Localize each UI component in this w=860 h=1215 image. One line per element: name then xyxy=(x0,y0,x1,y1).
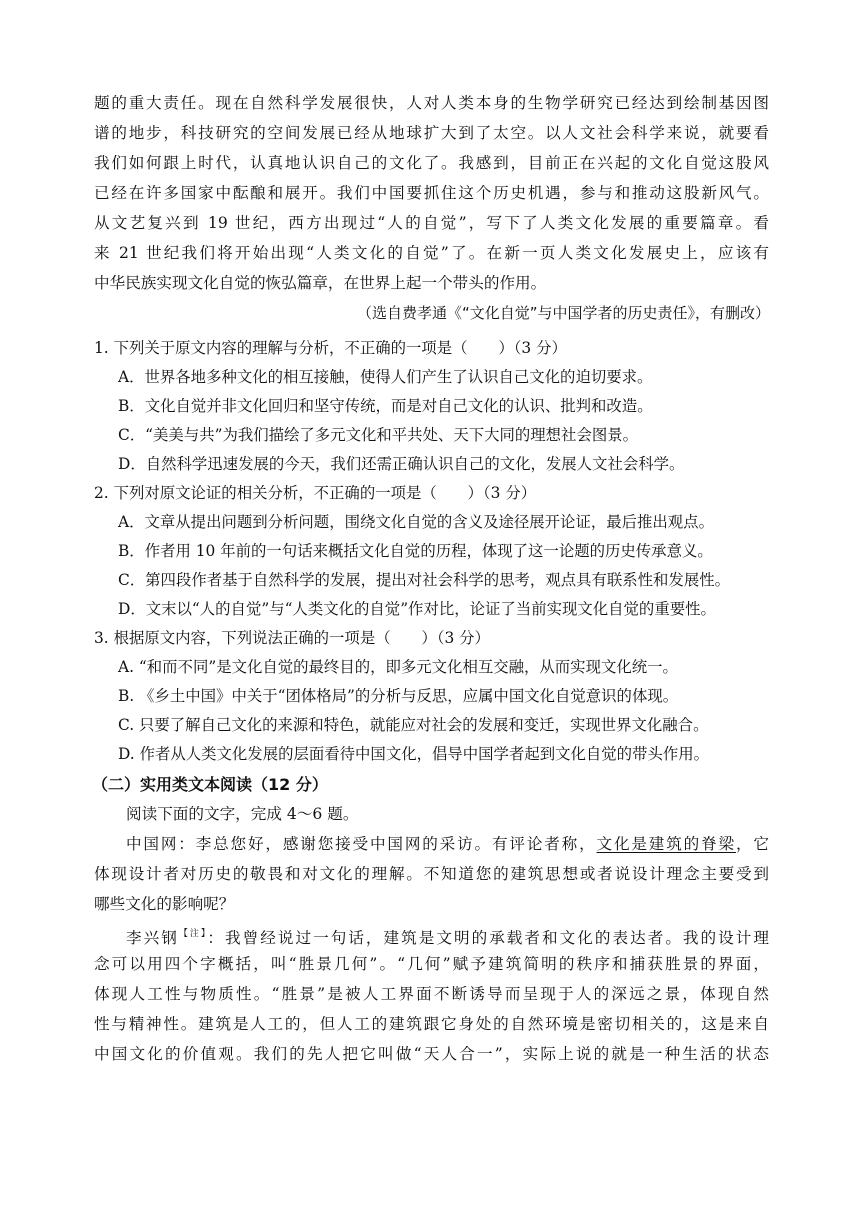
passage-line: 中华民族实现文化自觉的恢弘篇章，在世界上起一个带头的作用。 xyxy=(94,274,547,292)
question-2-stem: 2. 下列对原文论证的相关分析，不正确的一项是（ ）（3 分） xyxy=(94,484,537,502)
answer-line: 念可以用四个字概括，叫“胜景几何”。“几何”赋予建筑简明的秩序和捕获胜景的界面， xyxy=(94,955,769,973)
question-3-option-b: B. 《乡土中国》中关于“团体格局”的分析与反思，应属中国文化自觉意识的体现。 xyxy=(118,687,679,705)
question-1-option-a: A．世界各地多种文化的相互接触，使得人们产生了认识自己文化的迫切要求。 xyxy=(118,368,653,386)
passage-line: 我们如何跟上时代，认真地认识自己的文化了。我感到，目前正在兴起的文化自觉这股风 xyxy=(94,154,769,172)
question-1-option-b: B．文化自觉并非文化回归和坚守传统，而是对自己文化的认识、批判和改造。 xyxy=(118,397,653,415)
source-note: （选自费孝通《“文化自觉”与中国学者的历史责任》，有删改） xyxy=(356,304,770,322)
question-3-option-c: C. 只要了解自己文化的来源和特色，就能应对社会的发展和变迁，实现世界文化融合。 xyxy=(118,716,709,734)
underlined-phrase: 文化是建筑的脊梁 xyxy=(596,835,736,853)
question-2-option-b: B．作者用 10 年前的一句话来概括文化自觉的历程，体现了这一论题的历史传承意义。 xyxy=(118,542,713,560)
answer-line: 性与精神性。建筑是人工的，但人工的建筑跟它身处的自然环境是密切相关的，这是来自 xyxy=(94,1015,769,1033)
question-2-option-c: C．第四段作者基于自然科学的发展，提出对社会科学的思考，观点具有联系性和发展性。 xyxy=(118,571,731,589)
question-1-option-c: C．“美美与共”为我们描绘了多元文化和平共处、天下大同的理想社会图景。 xyxy=(118,426,639,444)
answer-line: 中国文化的价值观。我们的先人把它叫做“天人合一”，实际上说的就是一种生活的状态 xyxy=(94,1045,769,1063)
interview-question-line: 哪些文化的影响呢？ xyxy=(94,895,235,913)
question-3-option-a: A. “和而不同”是文化自觉的最终目的，即多元文化相互交融，从而实现文化统一。 xyxy=(118,658,678,676)
question-1-option-d: D．自然科学迅速发展的今天，我们还需正确认识自己的文化，发展人文社会科学。 xyxy=(118,455,685,473)
interview-question-line xyxy=(126,829,769,859)
footnote-mark: 【注】 xyxy=(178,929,208,939)
interview-question-line: 体现设计者对历史的敬畏和对文化的理解。不知道您的建筑思想或者说设计理念主要受到 xyxy=(94,865,769,883)
passage-line: 谱的地步，科技研究的空间发展已经从地球扩大到了太空。以人文社会科学来说，就要看 xyxy=(94,124,769,142)
question-3-stem: 3. 根据原文内容，下列说法正确的一项是（ ）（3 分） xyxy=(94,629,490,647)
question-3-option-d: D. 作者从人类文化发展的层面看待中国文化，倡导中国学者起到文化自觉的带头作用。 xyxy=(118,745,710,763)
answer-line xyxy=(126,919,769,953)
passage-line: 题的重大责任。现在自然科学发展很快，人对人类本身的生物学研究已经达到绘制基因图 xyxy=(94,94,769,112)
section-instruction: 阅读下面的文字，完成 4～6 题。 xyxy=(126,805,359,823)
passage-line: 从文艺复兴到 19 世纪，西方出现过“人的自觉”，写下了人类文化发展的重要篇章。看 xyxy=(94,214,769,232)
passage-line: 已经在许多国家中酝酿和展开。我们中国要抓住这个历史机遇，参与和推动这股新风气。 xyxy=(94,184,769,202)
passage-line: 来 21 世纪我们将开始出现“人类文化的自觉”了。在新一页人类文化发展史上，应该有 xyxy=(94,244,769,262)
answer-line: 体现人工性与物质性。“胜景”是被人工界面不断诱导而呈现于人的深远之景，体现自然 xyxy=(94,985,769,1003)
answer-text: ：我曾经说过一句话，建筑是文明的承载者和文化的表达者。我的设计理 xyxy=(207,929,769,947)
interview-question-text: ，它 xyxy=(735,835,769,853)
question-2-option-a: A．文章从提出问题到分析问题，围绕文化自觉的含义及途径展开论证，最后推出观点。 xyxy=(118,513,714,531)
answer-speaker: 李兴钢 xyxy=(126,929,179,947)
question-2-option-d: D．文末以“人的自觉”与“人类文化的自觉”作对比，论证了当前实现文化自觉的重要性。 xyxy=(118,600,716,618)
interview-question-text: 中国网：李总您好，感谢您接受中国网的采访。有评论者称， xyxy=(126,835,597,853)
section-heading: （二）实用类文本阅读（12 分） xyxy=(92,775,328,794)
question-1-stem: 1. 下列关于原文内容的理解与分析，不正确的一项是（ ）（3 分） xyxy=(94,339,567,357)
